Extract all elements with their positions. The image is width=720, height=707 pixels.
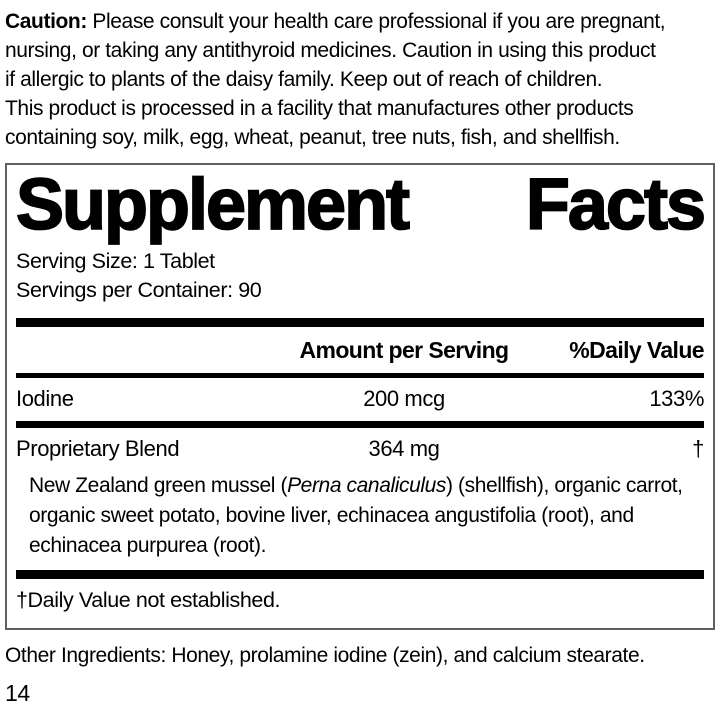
blend-description-line: echinacea purpurea (root). [29,534,267,558]
nutrient-name: Proprietary Blend [16,436,180,462]
blend-text: ) (shellfish), organic carrot, [446,474,683,498]
nutrient-row-iodine [16,378,704,421]
other-ingredients: Other Ingredients: Honey, prolamine iodine (zein), and calcium stearate. [5,644,645,668]
divider-iodine [16,421,704,428]
page-number: 14 [5,680,30,707]
blend-description-line: organic sweet potato, bovine liver, echinacea angustifolia (root), and [29,504,634,528]
blend-description-line [29,471,704,501]
divider-thick-bottom [16,570,704,579]
nutrient-amount: 364 mg [368,436,440,462]
nutrient-daily-value: † [692,436,704,462]
nutrient-name: Iodine [16,386,74,412]
caution-paragraph [5,7,715,152]
column-header-row [16,327,704,373]
supplement-facts-title [16,165,704,245]
title-word-facts: Facts [525,165,704,245]
species-name-italic: Perna canaliculus [287,474,447,498]
serving-size: Serving Size: 1 Tablet [16,249,215,274]
daily-value-footnote: †Daily Value not established. [16,588,281,613]
proprietary-blend-description [16,471,704,570]
caution-text: Please consult your health care professional if you are pregnant, [86,10,666,33]
column-header-daily-value: %Daily Value [569,337,704,364]
caution-line: nursing, or taking any antithyroid medicines. Caution in using this product [5,39,656,62]
caution-label: Caution: [5,10,87,33]
blend-text: New Zealand green mussel ( [29,474,288,498]
caution-line: This product is processed in a facility that manufactures other products [5,97,634,120]
caution-line: if allergic to plants of the daisy family. Keep out of reach of children. [5,68,603,91]
caution-line [5,7,715,36]
supplement-facts-panel [5,163,715,630]
column-header-amount: Amount per Serving [299,337,509,364]
nutrient-row-proprietary-blend [16,428,704,471]
nutrient-daily-value: 133% [649,386,704,412]
divider-thick-top [16,318,704,327]
servings-per-container: Servings per Container: 90 [16,278,262,303]
nutrient-amount: 200 mcg [363,386,445,412]
caution-line: containing soy, milk, egg, wheat, peanut, tree nuts, fish, and shellfish. [5,126,620,149]
title-word-supplement: Supplement [16,165,409,245]
